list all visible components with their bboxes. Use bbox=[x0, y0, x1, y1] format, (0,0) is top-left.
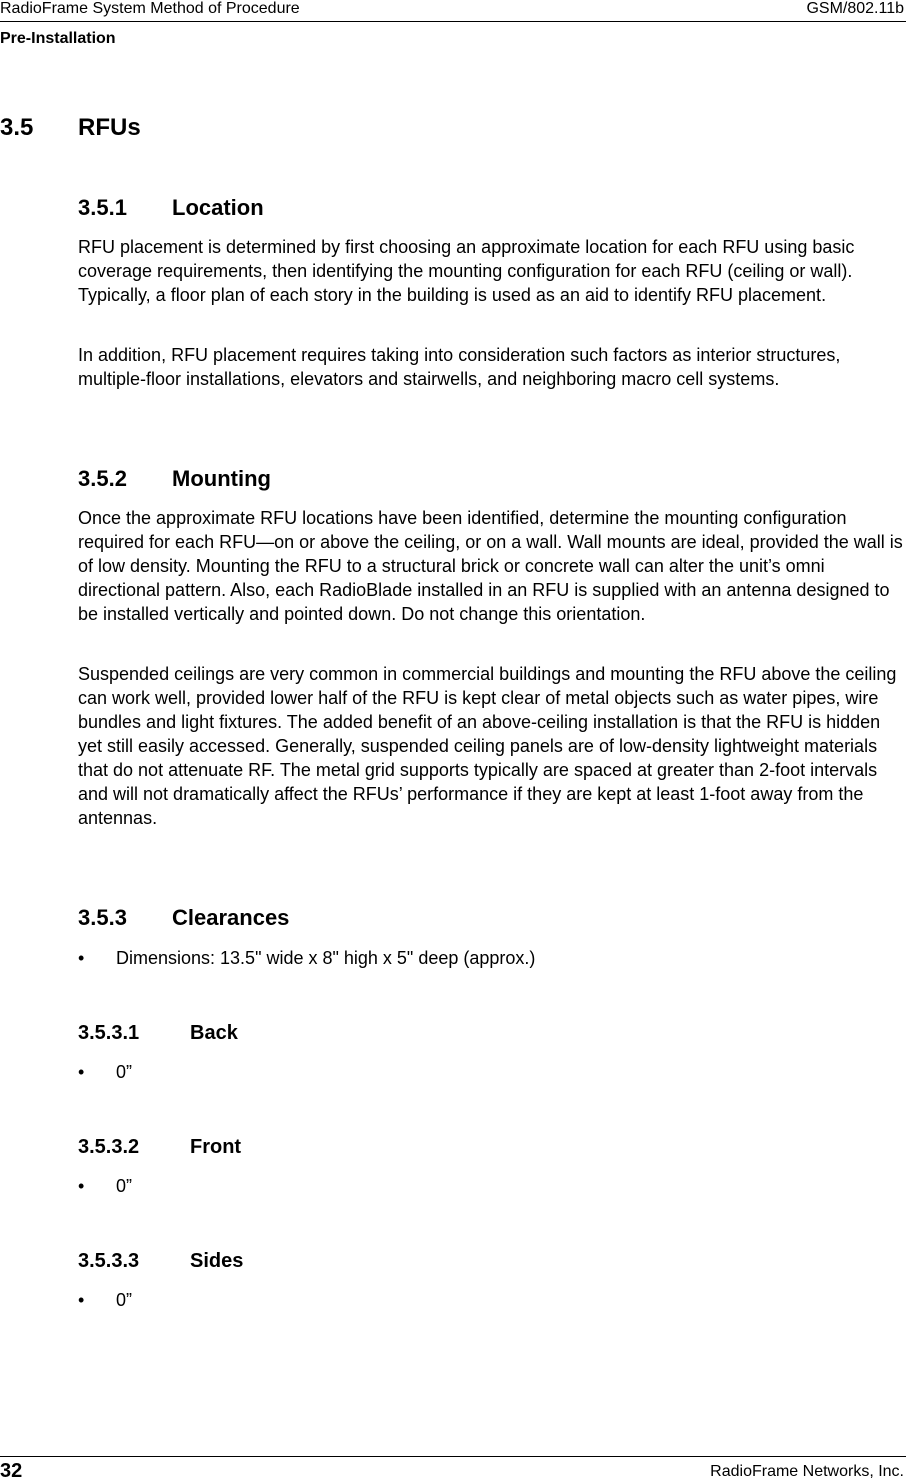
subsection-number: 3.5.1 bbox=[78, 195, 127, 220]
section-heading-rfus bbox=[0, 114, 141, 142]
subsection-title: Clearances bbox=[172, 905, 290, 930]
location-paragraph-2: In addition, RFU placement requires taking into consideration such factors as interior structures, multiple-floor installations, elevators and stairwells, and neighboring macro cell systems. bbox=[78, 345, 841, 389]
running-header-title: RadioFrame System Method of Procedure bbox=[0, 0, 300, 17]
subsubsection-title: Sides bbox=[190, 1250, 244, 1272]
bullet-marker: • bbox=[78, 1290, 85, 1310]
mounting-paragraph-1: Once the approximate RFU locations have been identified, determine the mounting configuration required for each RFU—on or above the ceiling, or on a wall. Wall mounts are ideal, provided the wall is of low density. Mounting the RFU to a structural brick or concrete wall can alter the unit’s omni directional pattern. Also, each RadioBlade installed in an RFU is supplied with an antenna designed to be installed vertically and pointed down. Do not change this orientation. bbox=[78, 508, 903, 624]
subsection-heading-clearances bbox=[78, 905, 289, 931]
bullet-text: 0” bbox=[116, 1290, 133, 1310]
chapter-label: Pre-Installation bbox=[0, 30, 116, 47]
subsection-number: 3.5.2 bbox=[78, 466, 127, 491]
front-clearance-bullet bbox=[78, 1174, 132, 1198]
subsubsection-heading-back bbox=[78, 1021, 238, 1045]
bullet-marker: • bbox=[78, 1062, 85, 1082]
bullet-text: 0” bbox=[116, 1062, 133, 1082]
subsection-title: Location bbox=[172, 195, 264, 220]
subsubsection-heading-front bbox=[78, 1135, 241, 1159]
bullet-text: 0” bbox=[116, 1176, 133, 1196]
running-header-product: GSM/802.11b bbox=[806, 0, 904, 17]
subsubsection-title: Back bbox=[190, 1022, 238, 1044]
sides-clearance-bullet bbox=[78, 1288, 132, 1312]
subsubsection-number: 3.5.3.3 bbox=[78, 1250, 140, 1272]
subsection-heading-mounting bbox=[78, 466, 271, 492]
subsubsection-heading-sides bbox=[78, 1249, 243, 1273]
page-number: 32 bbox=[0, 1460, 23, 1482]
footer-company: RadioFrame Networks, Inc. bbox=[710, 1463, 904, 1480]
bullet-marker: • bbox=[78, 1176, 85, 1196]
back-clearance-bullet bbox=[78, 1060, 132, 1084]
section-title: RFUs bbox=[78, 114, 141, 141]
section-number: 3.5 bbox=[0, 114, 34, 141]
header-divider bbox=[0, 21, 906, 22]
subsection-heading-location bbox=[78, 195, 264, 221]
subsubsection-number: 3.5.3.2 bbox=[78, 1136, 140, 1158]
footer-divider bbox=[0, 1456, 906, 1457]
subsection-title: Mounting bbox=[172, 466, 271, 491]
bullet-marker: • bbox=[78, 948, 85, 968]
location-paragraph-1: RFU placement is determined by first choosing an approximate location for each RFU using basic coverage requirements, then identifying the mounting configuration for each RFU (ceiling or wall). Typically, a floor plan of each story in the building is used as an aid to identify RFU placement. bbox=[78, 237, 855, 305]
dimensions-bullet bbox=[78, 946, 535, 970]
subsubsection-title: Front bbox=[190, 1136, 242, 1158]
subsubsection-number: 3.5.3.1 bbox=[78, 1022, 140, 1044]
mounting-paragraph-2: Suspended ceilings are very common in commercial buildings and mounting the RFU above the ceiling can work well, provided lower half of the RFU is kept clear of metal objects such as water pipes, wire bundles and light fixtures. The added benefit of an above-ceiling installation is that the RFU is hidden yet still easily accessed. Generally, suspended ceiling panels are of low-density lightweight materials that do not attenuate RF. The metal grid supports typically are spaced at greater than 2-foot intervals and will not dramatically affect the RFUs’ performance if they are kept at least 1-foot away from the antennas. bbox=[78, 664, 897, 828]
subsection-number: 3.5.3 bbox=[78, 905, 127, 930]
bullet-text: Dimensions: 13.5" wide x 8" high x 5" deep (approx.) bbox=[116, 948, 536, 968]
